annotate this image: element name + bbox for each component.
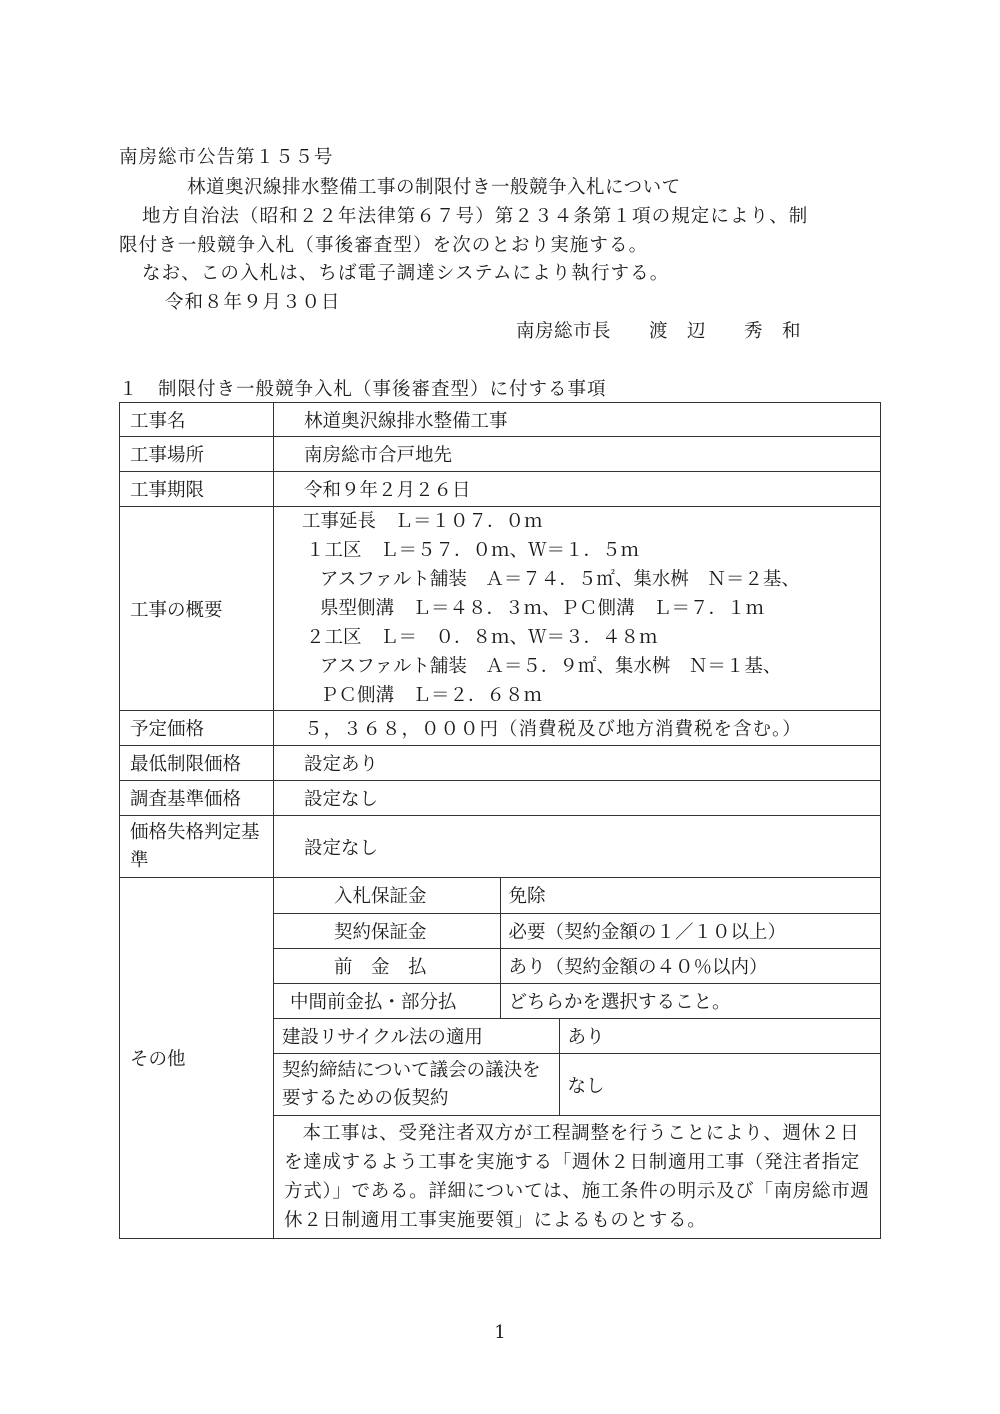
five-day-week-note: 本工事は、受発注者双方が工程調整を行うことにより、週休２日を達成するよう工事を実施する「週休２日制適用工事（発注者指定方式）」である。詳細については、施工条件の明示及び「南房総市週休２日制適用工事実施要領」によるものとする。: [284, 1123, 870, 1231]
section-1-heading: １ 制限付き一般競争入札（事後審査型）に付する事項: [119, 379, 607, 400]
overview-line: アスファルト舗装 Ａ＝７４．５㎡、集水桝 Ｎ＝２基、: [320, 569, 800, 590]
disqualification-label: 価格失格判定基準: [120, 816, 274, 878]
provisional-contract-value: なし: [559, 1054, 880, 1116]
min-limit-label: 最低制限価格: [120, 746, 274, 781]
notice-title: 林道奥沢線排水整備工事の制限付き一般競争入札について: [187, 177, 681, 198]
row-project-name: [120, 403, 881, 437]
survey-base-label: 調査基準価格: [120, 781, 274, 816]
planned-price-value: ５，３６８，０００円（消費税及び地方消費税を含む。）: [274, 711, 881, 746]
paragraph-2: なお、この入札は、ちば電子調達システムにより執行する。: [142, 263, 670, 284]
row-deadline: [120, 472, 881, 507]
overview-label: 工事の概要: [120, 507, 274, 711]
recycling-law-label: 建設リサイクル法の適用: [274, 1019, 559, 1054]
deadline-label: 工事期限: [120, 472, 274, 507]
deadline-value: 令和９年２月２６日: [274, 472, 881, 507]
planned-price-label: 予定価格: [120, 711, 274, 746]
overview-line: １工区 Ｌ＝５７．０ｍ、Ｗ＝１．５ｍ: [306, 540, 640, 561]
five-day-week-note-cell: [274, 1116, 880, 1239]
project-name-value: 林道奥沢線排水整備工事: [274, 403, 881, 437]
advance-payment-label: 前 金 払: [274, 948, 500, 983]
other-label: その他: [120, 878, 274, 1239]
row-survey-base: [120, 781, 881, 816]
provisional-contract-label: 契約締結について議会の議決を要するための仮契約: [274, 1054, 559, 1116]
overview-line: 工事延長 Ｌ＝１０７．０ｍ: [302, 511, 543, 532]
bid-details-table: [119, 402, 881, 1239]
location-value: 南房総市合戸地先: [274, 437, 881, 472]
project-name-label: 工事名: [120, 403, 274, 437]
interim-payment-label: 中間前金払・部分払: [274, 983, 500, 1018]
min-limit-value: 設定あり: [274, 746, 881, 781]
overview-line: アスファルト舗装 Ａ＝５．９㎡、集水桝 Ｎ＝１基、: [320, 656, 782, 677]
overview-line: ＰＣ側溝 Ｌ＝２．６８ｍ: [320, 685, 543, 706]
other-subtable-2: [274, 1019, 880, 1239]
row-other: [120, 878, 881, 1239]
overview-value: [274, 507, 881, 711]
other-subtable-1: [274, 878, 880, 1019]
other-details: [274, 878, 881, 1239]
contract-bond-label: 契約保証金: [274, 913, 500, 948]
bid-bond-value: 免除: [500, 878, 880, 913]
paragraph-1-line-1: 地方自治法（昭和２２年法律第６７号）第２３４条第１項の規定により、制: [142, 206, 809, 227]
paragraph-1-line-2: 限付き一般競争入札（事後審査型）を次のとおり実施する。: [119, 235, 649, 256]
advance-payment-value: あり（契約金額の４０％以内）: [500, 948, 880, 983]
signature: 南房総市長 渡 辺 秀 和: [516, 321, 802, 342]
row-location: [120, 437, 881, 472]
notice-date: 令和８年９月３０日: [165, 292, 341, 313]
row-disqualification: [120, 816, 881, 878]
bid-bond-label: 入札保証金: [274, 878, 500, 913]
contract-bond-value: 必要（契約金額の１／１０以上）: [500, 913, 880, 948]
recycling-law-value: あり: [559, 1019, 880, 1054]
page-number: 1: [494, 1322, 506, 1343]
row-overview: [120, 507, 881, 711]
location-label: 工事場所: [120, 437, 274, 472]
disqualification-value: 設定なし: [274, 816, 881, 878]
row-min-limit: [120, 746, 881, 781]
row-planned-price: [120, 711, 881, 746]
notice-number: 南房総市公告第１５５号: [119, 147, 334, 168]
overview-line: 県型側溝 Ｌ＝４８．３ｍ、ＰＣ側溝 Ｌ＝７．１ｍ: [320, 598, 765, 619]
survey-base-value: 設定なし: [274, 781, 881, 816]
overview-line: ２工区 Ｌ＝ ０．８ｍ、Ｗ＝３．４８ｍ: [306, 627, 658, 648]
interim-payment-value: どちらかを選択すること。: [500, 983, 880, 1018]
